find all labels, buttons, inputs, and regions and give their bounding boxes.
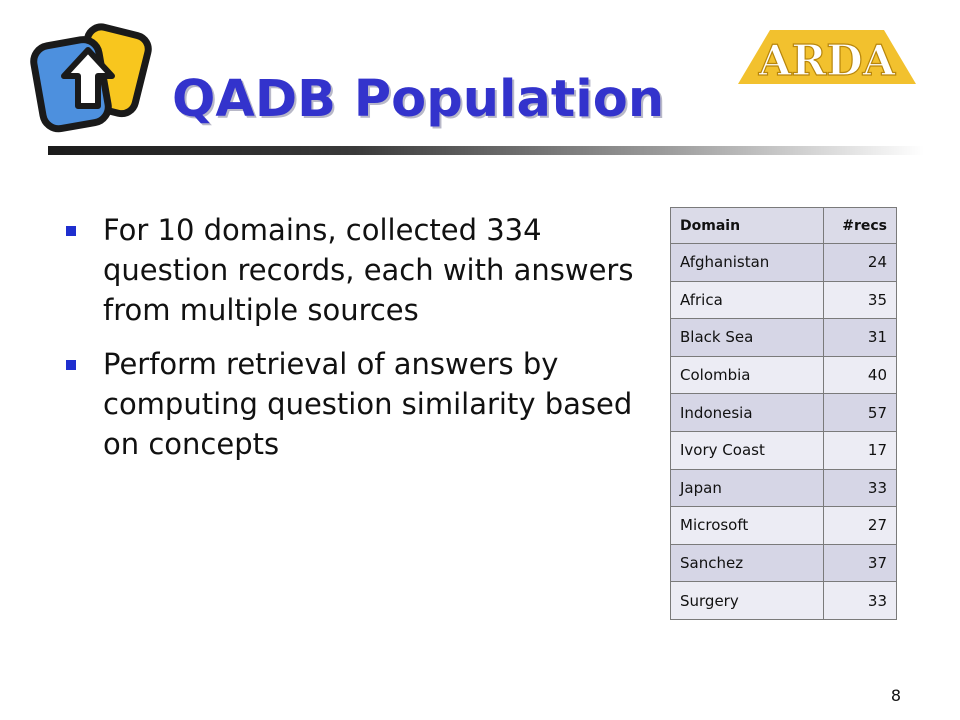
recs-cell: 35 [824, 281, 897, 319]
column-header-domain: Domain [671, 208, 824, 244]
recs-cell: 40 [824, 356, 897, 394]
recs-cell: 17 [824, 431, 897, 469]
table-row [671, 431, 897, 469]
table-row [671, 356, 897, 394]
page-number: 8 [890, 686, 901, 705]
recs-cell: 27 [824, 507, 897, 545]
bullet-text: Perform retrieval of answers by computing question similarity based on concepts [103, 347, 633, 461]
table-row [671, 281, 897, 319]
column-header-recs: #recs [824, 208, 897, 244]
bullet-item [66, 210, 636, 330]
domain-cell: Afghanistan [671, 244, 824, 282]
domain-records-table [670, 207, 897, 620]
table-row [671, 507, 897, 545]
recs-cell: 33 [824, 582, 897, 620]
arda-logo [738, 28, 916, 86]
square-bullet-icon [66, 226, 76, 236]
domain-cell: Sanchez [671, 544, 824, 582]
table-row [671, 319, 897, 357]
table-row [671, 394, 897, 432]
domain-cell: Ivory Coast [671, 431, 824, 469]
table-row [671, 544, 897, 582]
domain-cell: Microsoft [671, 507, 824, 545]
domain-cell: Colombia [671, 356, 824, 394]
domain-cell: Africa [671, 281, 824, 319]
table-row [671, 582, 897, 620]
svg-text:ARDA: ARDA [758, 36, 896, 85]
bullet-list [66, 210, 636, 478]
slide-title: QADB Population [172, 70, 665, 129]
upload-arrow-logo-icon [30, 22, 152, 134]
recs-cell: 33 [824, 469, 897, 507]
recs-cell: 37 [824, 544, 897, 582]
title-underline [48, 146, 924, 155]
domain-cell: Surgery [671, 582, 824, 620]
recs-cell: 24 [824, 244, 897, 282]
domain-cell: Indonesia [671, 394, 824, 432]
domain-cell: Japan [671, 469, 824, 507]
table-row [671, 244, 897, 282]
bullet-item [66, 344, 636, 464]
recs-cell: 31 [824, 319, 897, 357]
domain-cell: Black Sea [671, 319, 824, 357]
recs-cell: 57 [824, 394, 897, 432]
table-header-row [671, 208, 897, 244]
bullet-text: For 10 domains, collected 334 question records, each with answers from multiple sources [103, 213, 634, 327]
square-bullet-icon [66, 360, 76, 370]
table-row [671, 469, 897, 507]
